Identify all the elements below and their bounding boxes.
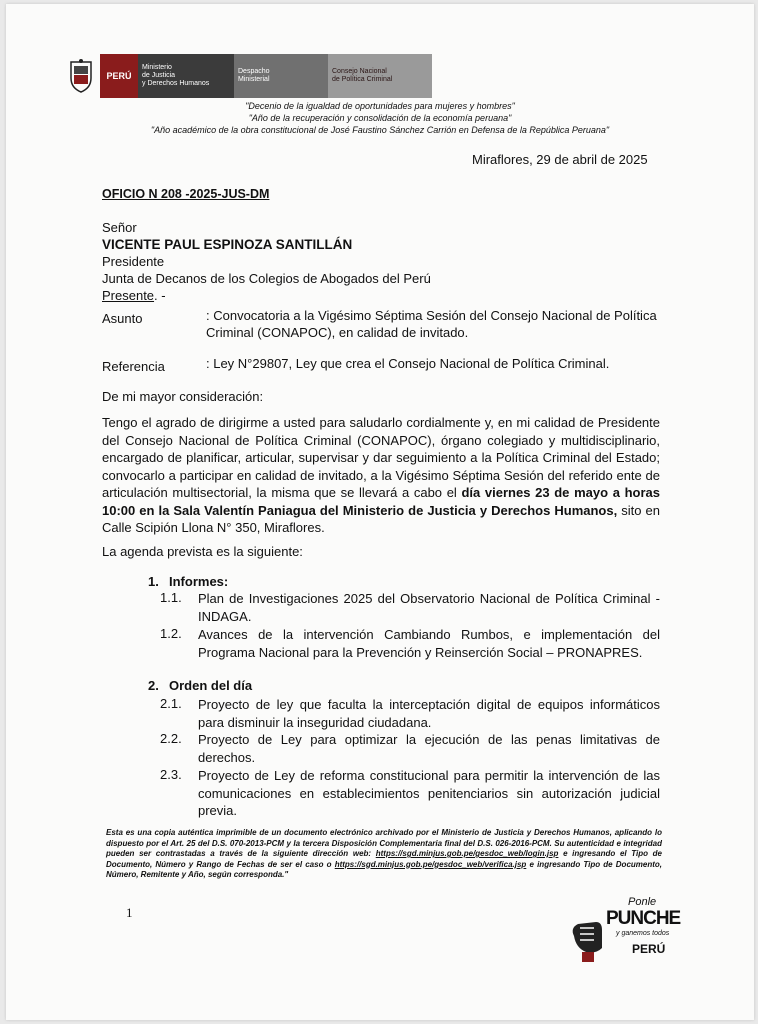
authenticity-note: Esta es una copia auténtica imprimible de un documento electrónico archivado por el Ministerio de Justicia y Derechos Humanos, aplicando lo dispuesto por el Art. 25 del D.S. 070-2013-PCM y la tercera Disposición Complementaria final del D.S. 026-2016-PCM. Su autenticidad e integridad pueden ser contrastadas a través de la siguiente dirección web: https://sgd.minjus.gob.pe/gesdoc_web/login.jsp e ingresando el Tipo de Documento, Número y Rango de Fechas de ser el caso o https://sgd.minjus.gob.pe/gesdoc_web/verifica.jsp e ingresando Tipo de Documento, Número, Remitente y Año, según corresponda." <box>106 828 663 879</box>
ponle-punche-logo <box>566 892 686 972</box>
motto-line: "Año de la recuperación y consolidación de la economía peruana" <box>248 113 512 123</box>
body-paragraph: Tengo el agrado de dirigirme a usted para saludarlo cordialmente y, en mi calidad de Presidente del Consejo Nacional de Política Criminal (CONAPOC), órgano colegiado y multidisciplinario, encargado de planificar, articular, supervisar y dar seguimiento a la Política Criminal del Estado; convocarlo a participar en calidad de invitado, a la Vigésimo Séptima Sesión del referido ente de articulación multisectorial, la misma que se llevará a cabo el día viernes 23 de mayo a horas 10:00 en la Sala Valentín Paniagua del Ministerio de Justicia y Derechos Humanos, sito en Calle Scipión Llona N° 350, Miraflores. <box>102 415 660 535</box>
country-label: PERÚ <box>100 54 138 98</box>
logo-text: PERÚ <box>632 942 666 956</box>
agenda-item: Proyecto de Ley para optimizar la ejecución de las penas limitativas de derechos. <box>198 732 660 765</box>
item-number: 2.1. <box>160 696 182 711</box>
asunto-text: : Convocatoria a la Vigésimo Séptima Sesión del Consejo Nacional de Política Criminal (CONAPOC), en calidad de invitado. <box>206 308 657 340</box>
letter-date: Miraflores, 29 de abril de 2025 <box>472 152 648 167</box>
recipient-salutation: Señor <box>102 220 137 235</box>
item-number: 2.2. <box>160 731 182 746</box>
section-title: Orden del día <box>169 678 253 693</box>
section-number: 2. <box>148 678 159 693</box>
presente-line: Presente. - <box>102 288 166 303</box>
agenda-item: Avances de la intervención Cambiando Rumbos, e implementación del Programa Nacional para la Prevención y Reinserción Social – PRONAPRES. <box>198 627 660 660</box>
ministry-label: Ministerio de Justicia y Derechos Humanos <box>138 54 234 98</box>
official-mottos <box>6 100 754 136</box>
referencia-text: : Ley N°29807, Ley que crea el Consejo Nacional de Política Criminal. <box>206 356 610 371</box>
asunto-label: Asunto <box>102 311 143 326</box>
recipient-role: Presidente <box>102 254 165 269</box>
council-label: Consejo Nacional de Política Criminal <box>328 54 432 98</box>
section-title: Informes: <box>169 574 229 589</box>
recipient-organization: Junta de Decanos de los Colegios de Abogados del Perú <box>102 271 431 286</box>
agenda-item: Proyecto de Ley de reforma constitucional para permitir la intervención de las comunicaciones en establecimientos penitenciarios sin autorización judicial previa. <box>198 768 660 818</box>
motto-line: "Decenio de la igualdad de oportunidades para mujeres y hombres" <box>245 101 515 111</box>
item-number: 1.2. <box>160 626 182 641</box>
agenda-item: Plan de Investigaciones 2025 del Observatorio Nacional de Política Criminal - INDAGA. <box>198 591 660 624</box>
meeting-details: día viernes 23 de mayo a horas 10:00 en la Sala Valentín Paniagua del Ministerio de Justicia y Derechos Humanos, <box>102 485 660 518</box>
logo-text: Ponle <box>628 896 657 908</box>
verify-link[interactable]: https://sgd.minjus.gob.pe/gesdoc_web/verifica.jsp <box>334 859 527 869</box>
letterhead <box>66 54 438 98</box>
recipient-name: VICENTE PAUL ESPINOZA SANTILLÁN <box>102 237 353 252</box>
document-reference: OFICIO N 208 -2025-JUS-DM <box>102 187 270 201</box>
coat-of-arms-icon <box>66 58 96 94</box>
greeting: De mi mayor consideración: <box>102 389 264 404</box>
login-link[interactable]: https://sgd.minjus.gob.pe/gesdoc_web/login.jsp <box>375 849 559 858</box>
recipient-block <box>102 219 431 304</box>
agenda-item: Proyecto de ley que faculta la interceptación digital de equipos informáticos para disminuir la inseguridad ciudadana. <box>198 697 660 730</box>
motto-line: "Año académico de la obra constitucional de José Faustino Sánchez Carrión en Defensa de la República Peruana" <box>150 125 610 135</box>
logo-text: y ganemos todos <box>616 930 670 937</box>
item-number: 1.1. <box>160 590 182 605</box>
agenda-intro: La agenda prevista es la siguiente: <box>102 544 303 559</box>
page-number: 1 <box>126 905 133 920</box>
item-number: 2.3. <box>160 767 182 782</box>
logo-text: PUNCHE <box>606 908 681 929</box>
office-label: Despacho Ministerial <box>234 54 328 98</box>
section-number: 1. <box>148 574 159 589</box>
document-page <box>6 4 754 1020</box>
referencia-label: Referencia <box>102 359 165 374</box>
